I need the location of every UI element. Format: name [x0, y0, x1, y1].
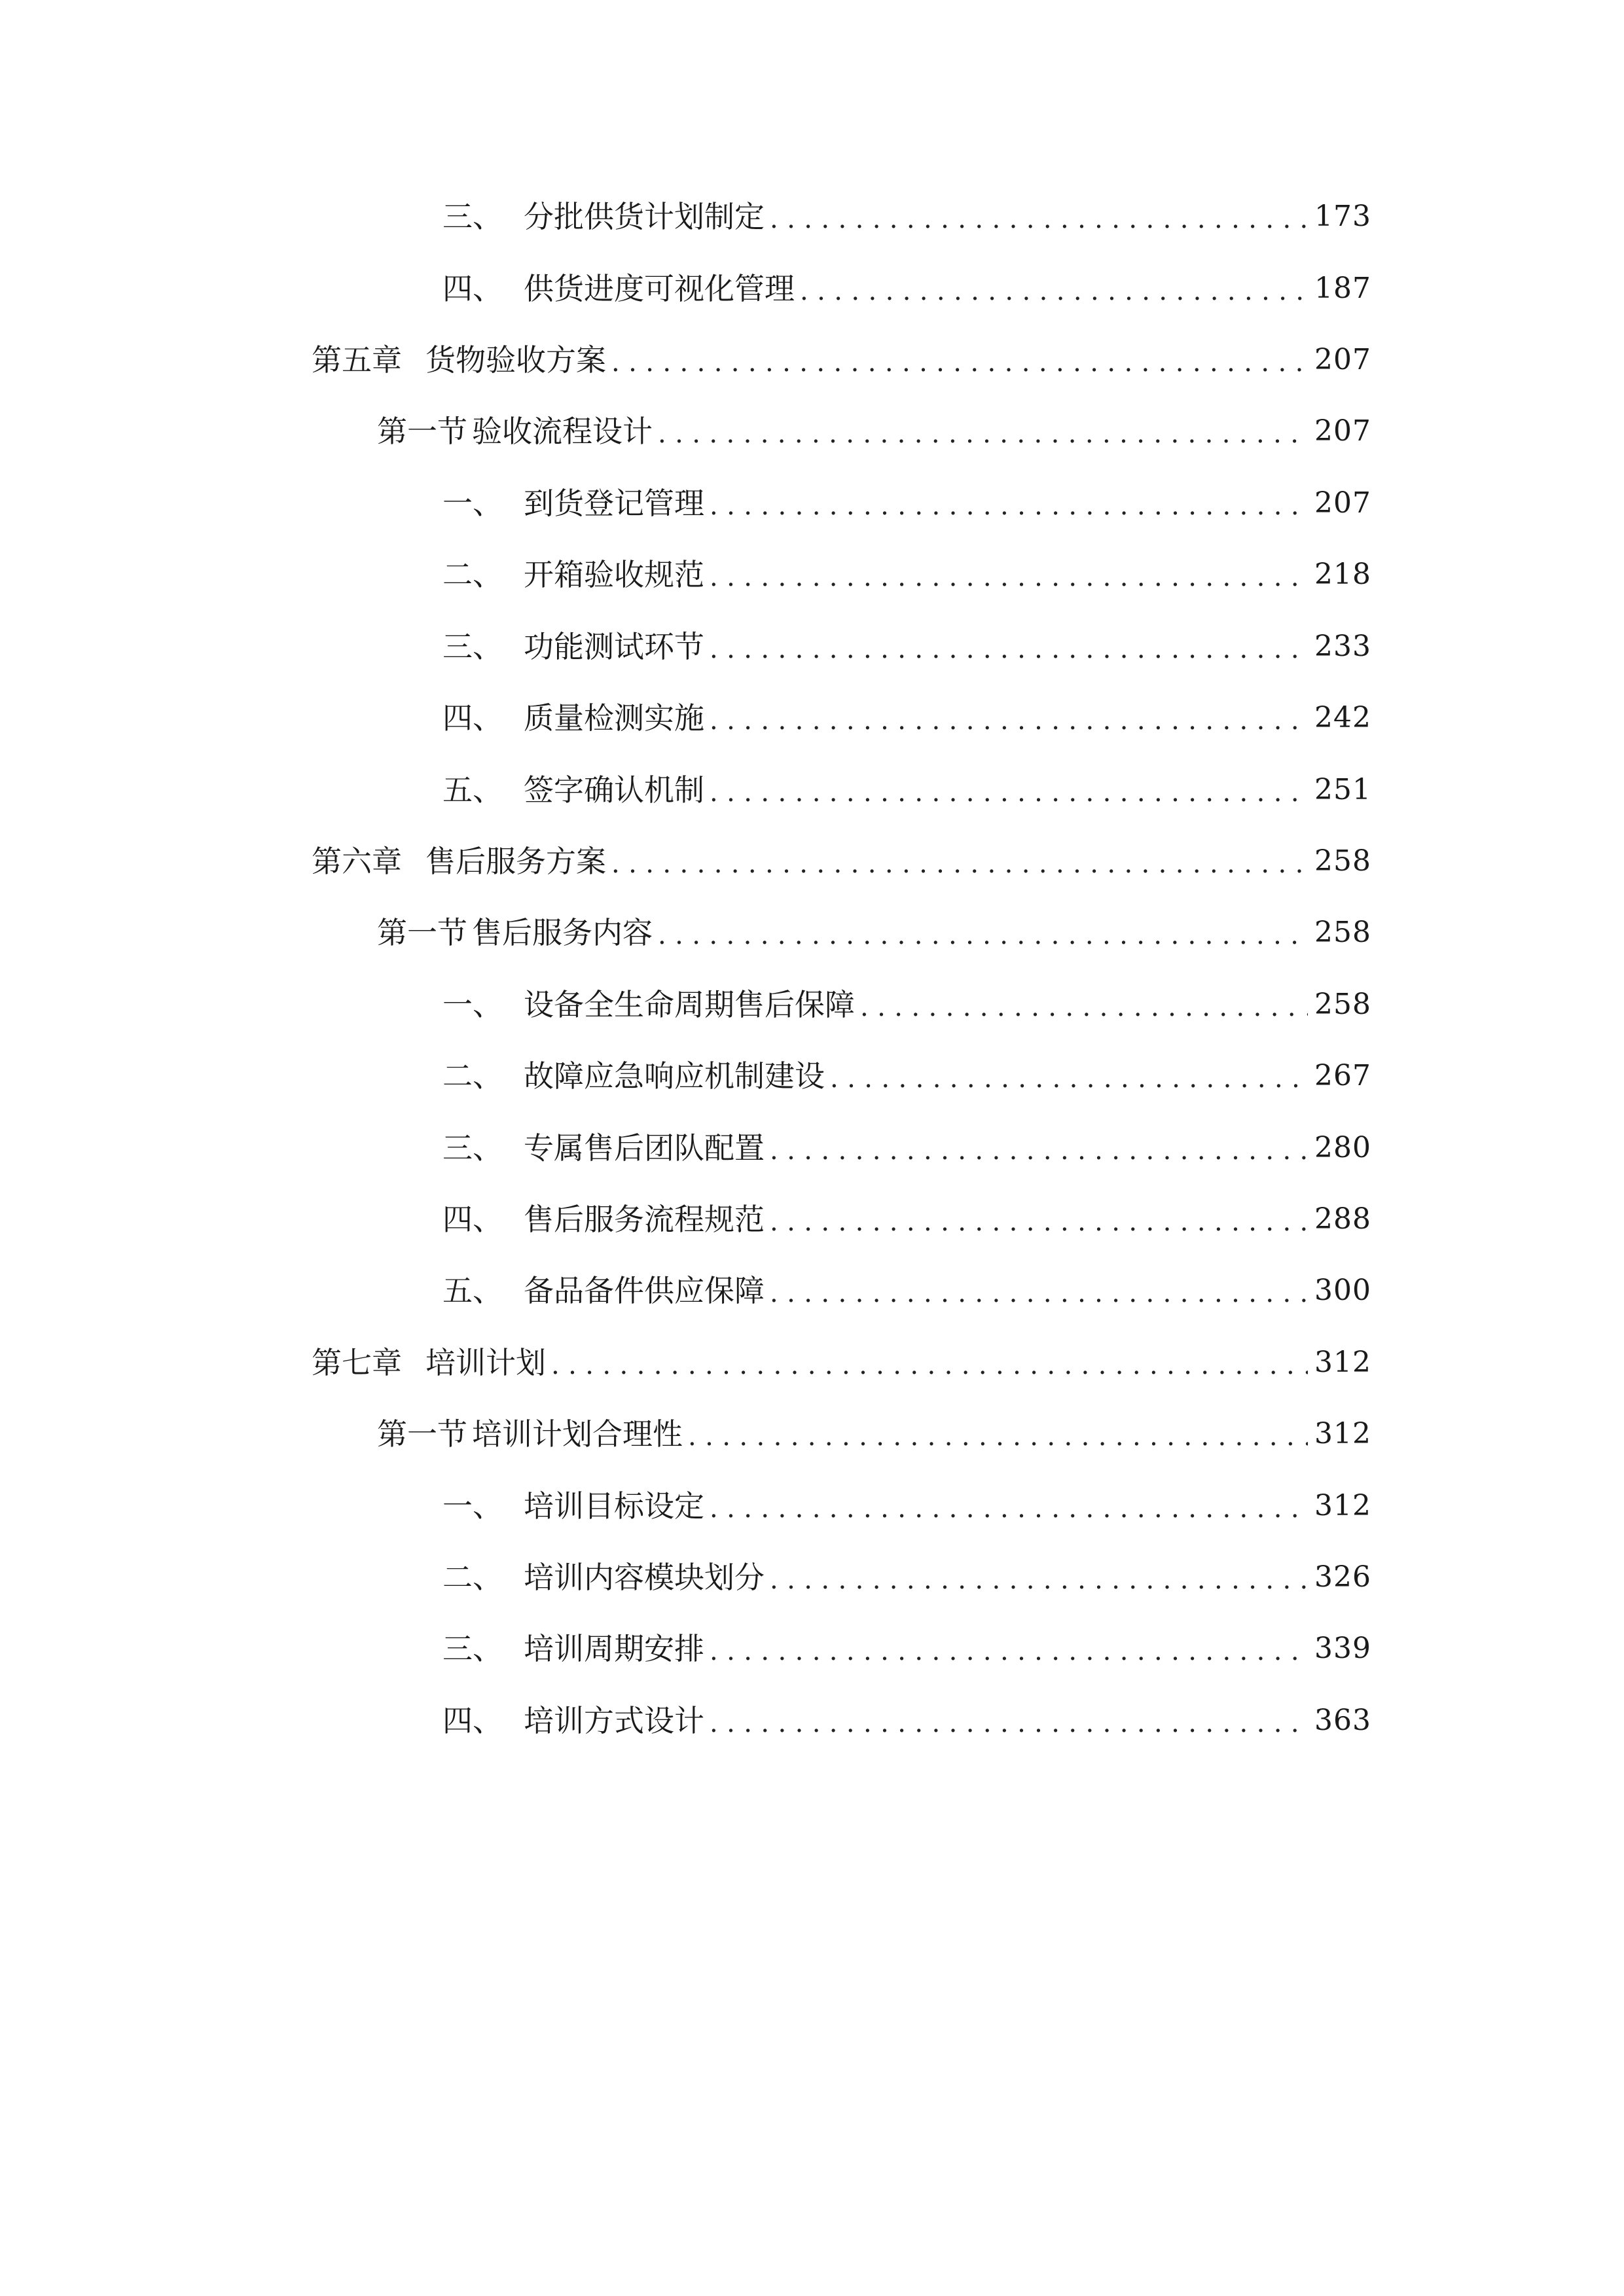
toc-entry-page: 258: [1314, 988, 1371, 1021]
toc-entry-title: 培训计划: [425, 1345, 546, 1380]
toc-entry-title: 备品备件供应保障: [524, 1273, 765, 1308]
toc-entry-title: 供货进度可视化管理: [524, 271, 795, 306]
toc-entry[interactable]: [442, 1626, 1371, 1672]
toc-entry-number: 第五章: [312, 342, 402, 378]
toc-entry-page: 312: [1314, 1346, 1371, 1379]
toc-entry-section[interactable]: [377, 1411, 1371, 1457]
toc-entry-section[interactable]: [377, 408, 1371, 454]
toc-entry[interactable]: [442, 624, 1371, 670]
dot-leader: [611, 337, 1308, 383]
toc-entry-page: 218: [1314, 558, 1371, 591]
toc-entry-number: 第一节: [377, 1416, 467, 1452]
toc-entry[interactable]: [442, 1554, 1371, 1600]
dot-leader: [710, 1698, 1308, 1744]
dot-leader: [710, 767, 1308, 813]
toc-entry-number: 五、: [442, 1273, 503, 1308]
toc-entry-page: 280: [1314, 1131, 1371, 1164]
toc-entry-chapter[interactable]: [312, 337, 1371, 383]
toc-entry-page: 363: [1314, 1704, 1371, 1737]
toc-entry[interactable]: [442, 1196, 1371, 1242]
toc-entry-number: 四、: [442, 700, 503, 736]
toc-entry-number: 第六章: [312, 844, 402, 879]
toc-entry-number: 第一节: [377, 915, 467, 950]
toc-entry-title: 培训方式设计: [524, 1703, 704, 1738]
toc-entry-number: 第七章: [312, 1345, 402, 1380]
toc-entry-page: 173: [1314, 200, 1371, 233]
toc-entry-page: 233: [1314, 630, 1371, 663]
toc-entry-page: 339: [1314, 1632, 1371, 1665]
dot-leader: [551, 1340, 1308, 1386]
toc-entry-number: 五、: [442, 772, 503, 808]
toc-entry-number: 二、: [442, 1560, 503, 1595]
toc-entry-number: 第一节: [377, 414, 467, 449]
toc-entry[interactable]: [442, 1698, 1371, 1744]
toc-entry[interactable]: [442, 194, 1371, 240]
toc-entry-title: 功能测试环节: [524, 629, 704, 664]
toc-entry-title: 售后服务流程规范: [524, 1202, 765, 1237]
toc-entry-title: 故障应急响应机制建设: [524, 1058, 825, 1094]
toc-entry-title: 售后服务内容: [472, 915, 653, 950]
dot-leader: [770, 194, 1308, 240]
toc-entry[interactable]: [442, 1268, 1371, 1314]
toc-entry-page: 242: [1314, 701, 1371, 734]
toc-entry-number: 一、: [442, 1488, 503, 1524]
toc-entry-page: 312: [1314, 1417, 1371, 1450]
dot-leader: [710, 552, 1308, 598]
dot-leader: [770, 1268, 1308, 1314]
toc-entry-number: 三、: [442, 629, 503, 664]
toc-entry-title: 培训目标设定: [524, 1488, 704, 1524]
toc-entry[interactable]: [442, 1053, 1371, 1099]
toc-entry-number: 二、: [442, 1058, 503, 1094]
toc-entry-page: 187: [1314, 272, 1371, 305]
toc-entry[interactable]: [442, 767, 1371, 813]
toc-entry-number: 一、: [442, 987, 503, 1022]
toc-entry-title: 货物验收方案: [425, 342, 606, 378]
toc-entry-title: 培训内容模块划分: [524, 1560, 765, 1595]
dot-leader: [770, 1554, 1308, 1600]
toc-entry-number: 二、: [442, 557, 503, 592]
toc-entry[interactable]: [442, 552, 1371, 598]
toc-entry-chapter[interactable]: [312, 838, 1371, 884]
toc-entry-number: 四、: [442, 271, 503, 306]
toc-entry-page: 312: [1314, 1489, 1371, 1522]
toc-entry-title: 售后服务方案: [425, 844, 606, 879]
toc-entry-page: 267: [1314, 1059, 1371, 1092]
toc-entry-page: 288: [1314, 1202, 1371, 1236]
dot-leader: [710, 624, 1308, 670]
dot-leader: [611, 838, 1308, 884]
toc-entry[interactable]: [442, 695, 1371, 741]
toc-entry-number: 四、: [442, 1703, 503, 1738]
toc-entry-title: 培训计划合理性: [472, 1416, 683, 1452]
dot-leader: [710, 1483, 1308, 1529]
toc-entry[interactable]: [442, 1483, 1371, 1529]
toc-entry-page: 258: [1314, 844, 1371, 878]
toc-entry-chapter[interactable]: [312, 1340, 1371, 1386]
toc-entry[interactable]: [442, 480, 1371, 526]
toc-entry-page: 258: [1314, 916, 1371, 949]
toc-entry[interactable]: [442, 266, 1371, 312]
dot-leader: [658, 408, 1308, 454]
toc-entry-number: 三、: [442, 199, 503, 234]
toc-entry-title: 专属售后团队配置: [524, 1130, 765, 1166]
toc-entry-page: 207: [1314, 486, 1371, 520]
toc-entry-page: 326: [1314, 1560, 1371, 1594]
dot-leader: [658, 910, 1308, 956]
toc-entry-page: 300: [1314, 1274, 1371, 1307]
toc-entry-title: 设备全生命周期售后保障: [524, 987, 855, 1022]
toc-entry-page: 251: [1314, 773, 1371, 806]
toc-entry-section[interactable]: [377, 910, 1371, 956]
dot-leader: [710, 480, 1308, 526]
dot-leader: [688, 1411, 1308, 1457]
dot-leader: [710, 695, 1308, 741]
dot-leader: [830, 1053, 1308, 1099]
toc-entry-title: 分批供货计划制定: [524, 199, 765, 234]
toc-entry-number: 四、: [442, 1202, 503, 1237]
toc-entry[interactable]: [442, 982, 1371, 1028]
toc-entry-title: 培训周期安排: [524, 1631, 704, 1666]
toc-entry-page: 207: [1314, 414, 1371, 448]
toc-entry-title: 开箱验收规范: [524, 557, 704, 592]
dot-leader: [770, 1125, 1308, 1171]
toc-entry-title: 到货登记管理: [524, 486, 704, 521]
toc-entry-number: 一、: [442, 486, 503, 521]
toc-entry[interactable]: [442, 1125, 1371, 1171]
toc-entry-title: 签字确认机制: [524, 772, 704, 808]
toc-entry-title: 质量检测实施: [524, 700, 704, 736]
dot-leader: [800, 266, 1308, 312]
dot-leader: [770, 1196, 1308, 1242]
toc-entry-title: 验收流程设计: [472, 414, 653, 449]
dot-leader: [860, 982, 1308, 1028]
toc-entry-page: 207: [1314, 343, 1371, 376]
toc-entry-number: 三、: [442, 1631, 503, 1666]
toc-entry-number: 三、: [442, 1130, 503, 1166]
dot-leader: [710, 1626, 1308, 1672]
